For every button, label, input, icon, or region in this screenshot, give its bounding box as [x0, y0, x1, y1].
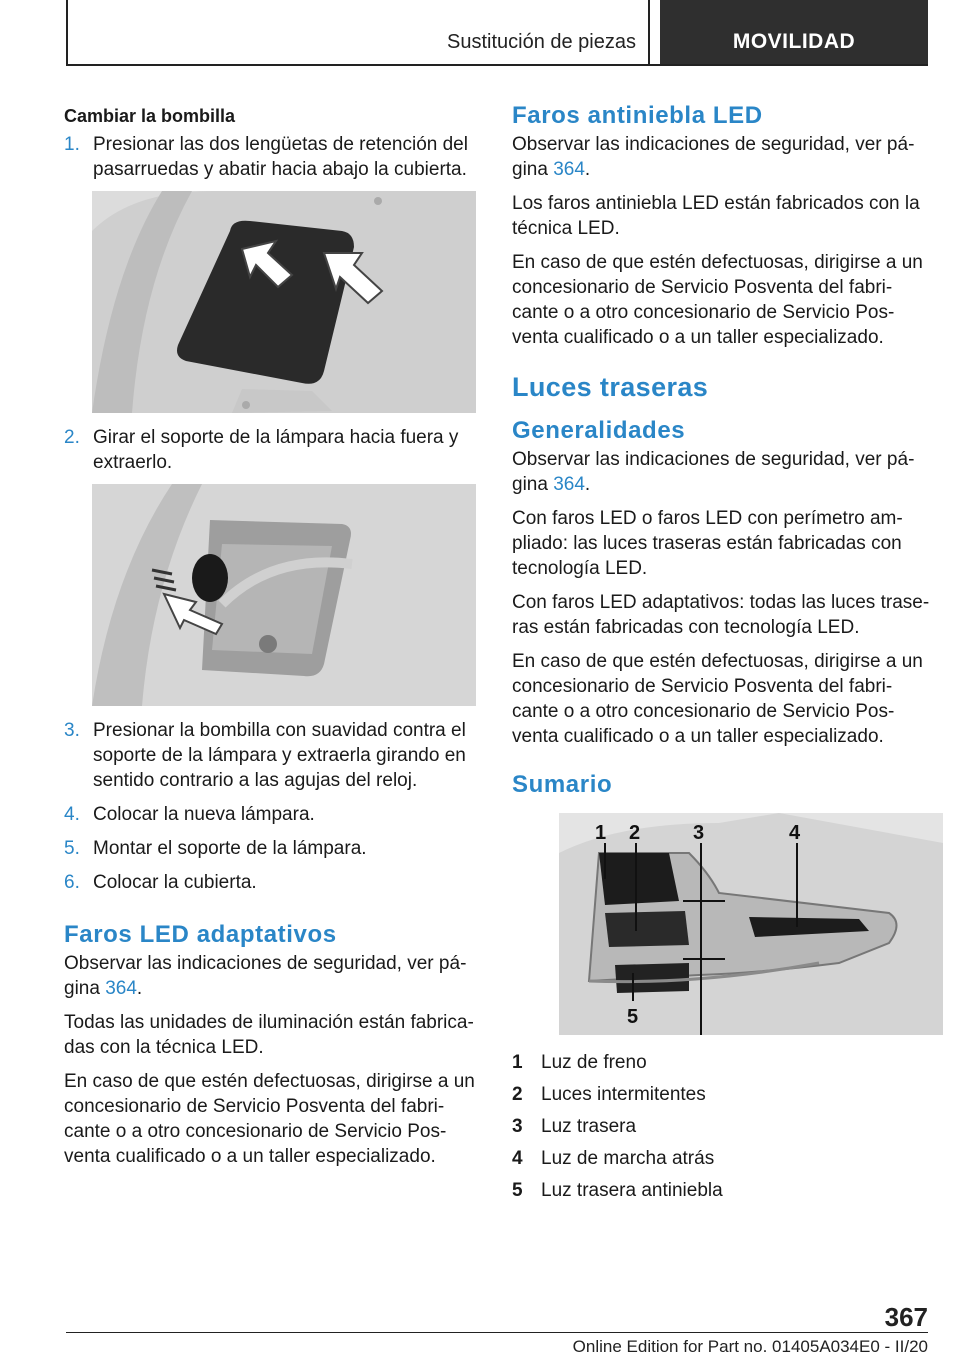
- wheel-arch-cover-illustration: [92, 191, 476, 413]
- chapter-title: Sustitución de piezas: [446, 31, 636, 53]
- step-5: [64, 836, 476, 861]
- step-3: [64, 718, 476, 793]
- adaptive-paragraph-defect: En caso de que estén defectuosas, dirigirse a un concesionario de Servicio Posventa del fabricante o a otro concesionario de Servicio Posventa cualificado o a un taller especializado.: [64, 1071, 475, 1167]
- adaptive-paragraph-led: Todas las unidades de iluminación están fabricadas con la técnica LED.: [64, 1012, 474, 1058]
- legend-label: Luz trasera antiniebla: [541, 1180, 723, 1201]
- bulb-change-subhead: Cambiar la bombilla: [64, 106, 236, 126]
- safety-note-text: Observar las indicaciones de seguridad, ver página: [64, 953, 467, 999]
- step-1: [64, 132, 476, 182]
- section-tab-label: MOVILIDAD: [732, 30, 856, 53]
- step-4: [64, 802, 476, 827]
- left-column: [64, 100, 476, 1178]
- fog-paragraph-defect: En caso de que estén defectuosas, dirigirse a un concesionario de Servicio Posventa del fabricante o a otro concesionario de Servicio Posventa cualificado o a un taller especializado.: [512, 252, 923, 348]
- rear-lights-heading: Luces traseras: [512, 372, 709, 402]
- period: .: [136, 978, 143, 999]
- page-link-364[interactable]: 364: [553, 474, 585, 495]
- legend-number: 4: [512, 1148, 523, 1169]
- step-6: [64, 870, 476, 895]
- safety-note-text: Observar las indicaciones de seguridad, ver página: [512, 449, 915, 495]
- callout-2: 2: [629, 822, 641, 844]
- legend-item: [512, 1111, 930, 1143]
- footer-rule: [66, 1332, 928, 1333]
- general-paragraph-defect: En caso de que estén defectuosas, dirigirse a un concesionario de Servicio Posventa del fabricante o a otro concesionario de Servicio Posventa cualificado o a un taller especializado.: [512, 651, 923, 747]
- step-number: 1.: [64, 134, 80, 155]
- step-text: Presionar las dos lengüetas de retención del pasarruedas y abatir hacia abajo la cubierta.: [93, 134, 468, 180]
- legend-number: 3: [512, 1116, 523, 1137]
- fog-led-heading: Faros antiniebla LED: [512, 102, 763, 129]
- callout-3: 3: [693, 822, 705, 844]
- callout-4: 4: [789, 822, 801, 844]
- general-paragraph-led: Con faros LED o faros LED con perímetro ampliado: las luces traseras están fabricadas con tecnología LED.: [512, 508, 903, 579]
- lamp-holder-illustration: [92, 484, 476, 706]
- step-number: 5.: [64, 838, 80, 859]
- rear-light-diagram: [559, 813, 943, 1035]
- section-tab[interactable]: [660, 0, 928, 66]
- legend-label: Luces intermitentes: [541, 1084, 706, 1105]
- step-text: Montar el soporte de la lámpara.: [93, 838, 367, 859]
- safety-note-text: Observar las indicaciones de seguridad, ver página: [512, 134, 915, 180]
- general-paragraph-adaptive: Con faros LED adaptativos: todas las luces traseras están fabricadas con tecnología LED.: [512, 592, 930, 638]
- edition-footer: Online Edition for Part no. 01405A034E0 - II/20: [572, 1337, 928, 1356]
- legend-number: 2: [512, 1084, 523, 1105]
- rear-light-illustration: [559, 813, 943, 1035]
- legend-number: 5: [512, 1180, 523, 1201]
- legend-item: [512, 1175, 930, 1207]
- fog-safety-note: [512, 132, 930, 182]
- fog-paragraph-led: Los faros antiniebla LED están fabricados con la técnica LED.: [512, 193, 920, 239]
- page-number: 367: [884, 1302, 928, 1332]
- callout-1: 1: [595, 822, 607, 844]
- step-text: Girar el soporte de la lámpara hacia fuera y extraerlo.: [93, 427, 459, 473]
- legend-item: [512, 1143, 930, 1175]
- step-2: [64, 425, 476, 475]
- step-number: 6.: [64, 872, 80, 893]
- step-number: 4.: [64, 804, 80, 825]
- summary-heading: Sumario: [512, 771, 613, 798]
- period: .: [584, 474, 591, 495]
- page-link-364[interactable]: 364: [105, 978, 137, 999]
- legend-number: 1: [512, 1052, 523, 1073]
- step-text: Presionar la bombilla con suavidad contra el soporte de la lámpara y extraerla girando en sentido contrario a las agujas del reloj.: [93, 720, 466, 791]
- callout-5: 5: [627, 1006, 639, 1028]
- rear-light-legend: [512, 1047, 930, 1207]
- legend-label: Luz de freno: [541, 1052, 647, 1073]
- adaptive-safety-note: [64, 951, 476, 1001]
- general-safety-note: [512, 447, 930, 497]
- step-number: 2.: [64, 427, 80, 448]
- step-text: Colocar la cubierta.: [93, 872, 257, 893]
- right-column: [512, 100, 930, 1207]
- adaptive-led-heading: Faros LED adaptativos: [64, 921, 337, 948]
- general-heading: Generalidades: [512, 417, 686, 444]
- step-text: Colocar la nueva lámpara.: [93, 804, 315, 825]
- legend-label: Luz de marcha atrás: [541, 1148, 715, 1169]
- header-rule: [66, 64, 928, 66]
- legend-label: Luz trasera: [541, 1116, 637, 1137]
- page-link-364[interactable]: 364: [553, 159, 585, 180]
- step-number: 3.: [64, 720, 80, 741]
- legend-item: [512, 1079, 930, 1111]
- wheel-arch-cover-photo: [92, 191, 476, 413]
- lamp-holder-photo: [92, 484, 476, 706]
- header-divider: [648, 0, 650, 66]
- legend-item: [512, 1047, 930, 1079]
- period: .: [584, 159, 591, 180]
